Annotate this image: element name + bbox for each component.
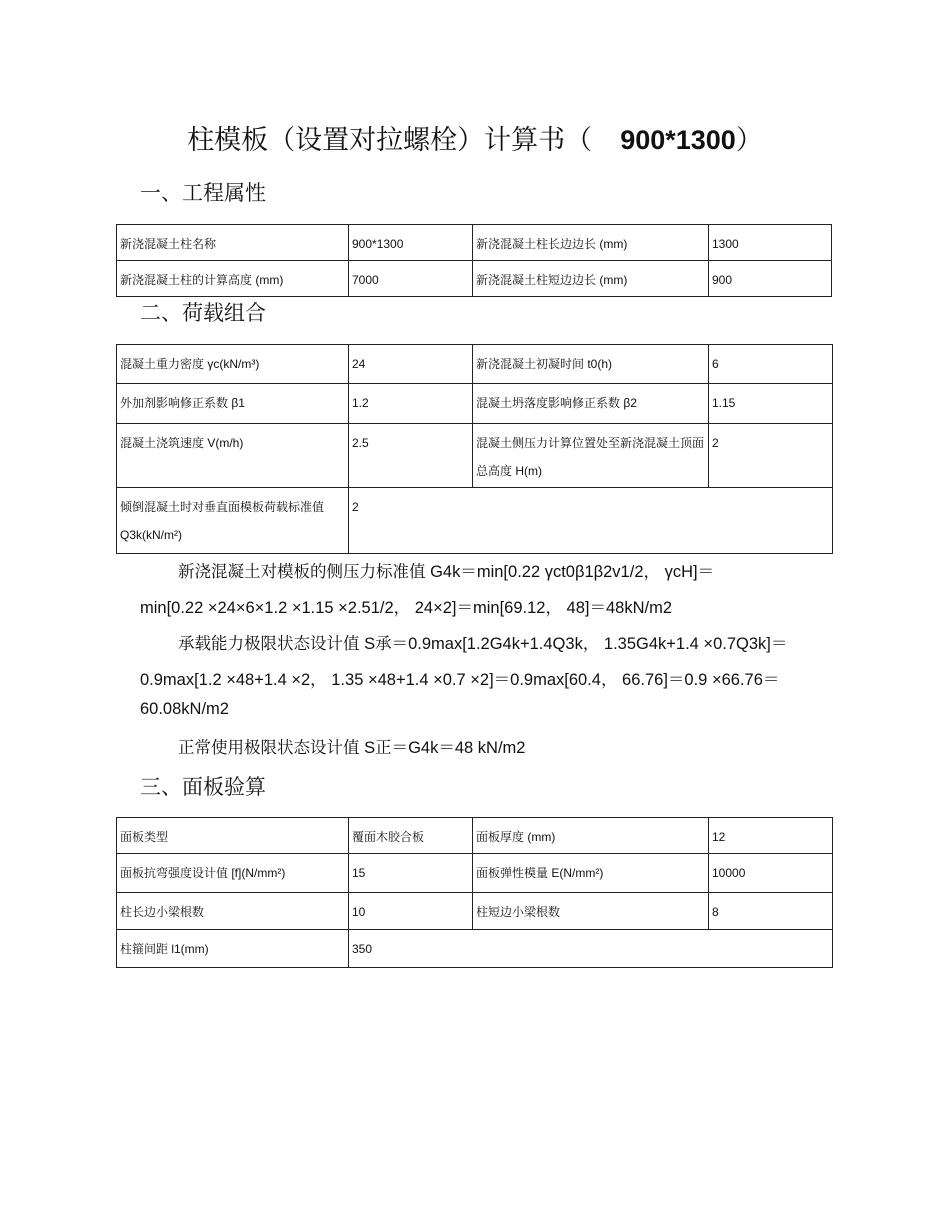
formula-s-bearing-eval: 0.9max[1.2 ×48+1.4 ×2， 1.35 ×48+1.4 ×0.7 ×2]＝0.9max[60.4， 66.76]＝0.9 ×66.76＝ — [140, 671, 780, 689]
cell-value: 8 — [709, 893, 833, 930]
cell-label: 倾倒混凝土时对垂直面模板荷载标准值Q3k(kN/m²) — [117, 488, 349, 554]
table-row — [117, 893, 833, 930]
cell-label: 面板类型 — [117, 818, 349, 854]
cell-value: 1.2 — [349, 384, 473, 424]
section-heading-1: 一、工程属性 — [140, 181, 266, 205]
cell-value: 2 — [349, 488, 833, 554]
cell-value: 12 — [709, 818, 833, 854]
table-row — [117, 384, 833, 424]
cell-value: 1300 — [709, 225, 832, 261]
load-combination-table — [116, 344, 833, 554]
formula-s-bearing: 承载能力极限状态设计值 S承＝0.9max[1.2G4k+1.4Q3k， 1.35G4k+1.4 ×0.7Q3k]＝ — [178, 635, 788, 653]
formula-g4k: 新浇混凝土对模板的侧压力标准值 G4k＝min[0.22 γct0β1β2v1/2， γcH]＝ — [178, 563, 715, 581]
section-heading-2: 二、荷载组合 — [140, 301, 266, 325]
cell-value: 10 — [349, 893, 473, 930]
table-row — [117, 424, 833, 488]
table-row — [117, 345, 833, 384]
table-row — [117, 930, 833, 968]
cell-value: 350 — [349, 930, 833, 968]
cell-label: 外加剂影响修正系数 β1 — [117, 384, 349, 424]
panel-check-table — [116, 817, 833, 968]
table-row — [117, 488, 833, 554]
formula-s-bearing-result: 60.08kN/m2 — [140, 700, 229, 718]
cell-label: 面板弹性模量 E(N/mm²) — [473, 854, 709, 893]
table-row — [117, 261, 832, 297]
cell-value: 1.15 — [709, 384, 833, 424]
page-title: 柱模板（设置对拉螺栓）计算书（ 900*1300） — [187, 125, 763, 156]
cell-label: 面板抗弯强度设计值 [f](N/mm²) — [117, 854, 349, 893]
table-row — [117, 854, 833, 893]
cell-value: 15 — [349, 854, 473, 893]
cell-label: 面板厚度 (mm) — [473, 818, 709, 854]
cell-label: 新浇混凝土柱长边边长 (mm) — [473, 225, 709, 261]
cell-label: 柱短边小梁根数 — [473, 893, 709, 930]
cell-value: 覆面木胶合板 — [349, 818, 473, 854]
cell-value: 2 — [709, 424, 833, 488]
cell-label: 柱箍间距 l1(mm) — [117, 930, 349, 968]
project-properties-table — [116, 224, 832, 297]
cell-value: 24 — [349, 345, 473, 384]
cell-value: 6 — [709, 345, 833, 384]
cell-label: 新浇混凝土柱的计算高度 (mm) — [117, 261, 349, 297]
section-heading-3: 三、面板验算 — [140, 775, 266, 799]
formula-g4k-eval: min[0.22 ×24×6×1.2 ×1.15 ×2.51/2， 24×2]＝min[69.12， 48]＝48kN/m2 — [140, 599, 673, 617]
cell-label: 新浇混凝土柱短边边长 (mm) — [473, 261, 709, 297]
cell-value: 900 — [709, 261, 832, 297]
cell-value: 2.5 — [349, 424, 473, 488]
cell-value: 900*1300 — [349, 225, 473, 261]
cell-label: 柱长边小梁根数 — [117, 893, 349, 930]
formula-s-normal: 正常使用极限状态设计值 S正＝G4k＝48 kN/m2 — [178, 739, 526, 757]
cell-value: 10000 — [709, 854, 833, 893]
cell-value: 7000 — [349, 261, 473, 297]
cell-label: 混凝土坍落度影响修正系数 β2 — [473, 384, 709, 424]
cell-label: 混凝土重力密度 γc(kN/m³) — [117, 345, 349, 384]
cell-label: 新浇混凝土初凝时间 t0(h) — [473, 345, 709, 384]
table-row — [117, 818, 833, 854]
cell-label: 混凝土侧压力计算位置处至新浇混凝土顶面总高度 H(m) — [473, 424, 709, 488]
cell-label: 混凝土浇筑速度 V(m/h) — [117, 424, 349, 488]
cell-label: 新浇混凝土柱名称 — [117, 225, 349, 261]
table-row — [117, 225, 832, 261]
